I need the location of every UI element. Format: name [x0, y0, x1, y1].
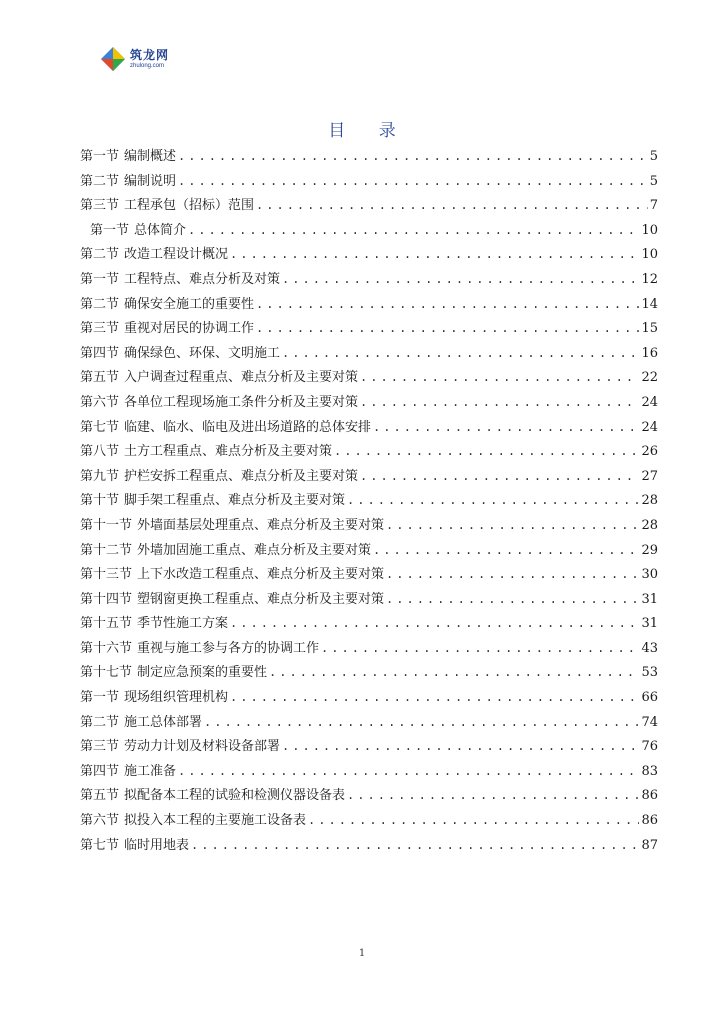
- toc-entry-title: 现场组织管理机构: [124, 690, 229, 706]
- toc-entry-title: 确保安全施工的重要性: [124, 296, 255, 312]
- toc-entry-number: 第三节: [80, 739, 120, 755]
- toc-entry-number: 第十节: [80, 493, 120, 509]
- toc-dot-leader: [334, 444, 639, 458]
- toc-dot-leader: [360, 469, 639, 483]
- toc-dot-leader: [269, 665, 639, 679]
- toc-dot-leader: [386, 567, 639, 581]
- toc-dot-leader: [282, 346, 639, 360]
- toc-dot-leader: [191, 838, 639, 852]
- toc-entry-page: 24: [641, 419, 658, 435]
- toc-entry-title: 工程承包（招标）范围: [124, 198, 255, 214]
- toc-dot-leader: [373, 420, 639, 434]
- toc-dot-leader: [373, 543, 639, 557]
- toc-dot-leader: [178, 174, 648, 188]
- toc-entry-label: [80, 440, 332, 459]
- toc-entry-number: 第二节: [80, 296, 120, 312]
- toc-dot-leader: [347, 788, 639, 802]
- toc-entry-page: 86: [641, 788, 658, 804]
- toc-entry-label: [80, 170, 176, 189]
- toc-entry-title: 重视对居民的协调工作: [124, 321, 255, 337]
- toc-entry[interactable]: [80, 416, 658, 441]
- toc-entry[interactable]: [80, 588, 658, 613]
- toc-entry-page: 76: [641, 739, 658, 755]
- toc-entry-number: 第六节: [80, 813, 120, 829]
- toc-dot-leader: [282, 272, 639, 286]
- toc-entry[interactable]: [80, 637, 658, 662]
- toc-entry-page: 15: [641, 321, 658, 337]
- toc-entry-label: [80, 588, 384, 607]
- toc-entry-label: [80, 834, 189, 853]
- toc-entry[interactable]: [80, 293, 658, 318]
- toc-dot-leader: [256, 297, 639, 311]
- toc-entry-title: 确保绿色、环保、文明施工: [124, 345, 281, 361]
- toc-entry-title: 劳动力计划及材料设备部署: [124, 739, 281, 755]
- toc-entry-number: 第十一节: [80, 517, 133, 533]
- toc-dot-leader: [178, 764, 639, 778]
- toc-entry[interactable]: [80, 366, 658, 391]
- toc-entry-label: [80, 563, 384, 582]
- toc-entry-title: 改造工程设计概况: [124, 247, 229, 263]
- toc-entry-number: 第一节: [90, 222, 130, 238]
- toc-entry-title: 拟配备本工程的试验和检测仪器设备表: [124, 788, 346, 804]
- toc-entry-number: 第八节: [80, 444, 120, 460]
- toc-dot-leader: [230, 247, 639, 261]
- toc-dot-leader: [256, 321, 639, 335]
- toc-entry[interactable]: [80, 661, 658, 686]
- toc-entry-page: 86: [641, 813, 658, 829]
- toc-entry-title: 编制概述: [124, 149, 177, 164]
- toc-entry-label: [80, 465, 358, 484]
- toc-entry-page: 28: [641, 493, 658, 509]
- toc-entry-label: [80, 809, 306, 828]
- toc-dot-leader: [386, 592, 639, 606]
- toc-entry-number: 第七节: [80, 419, 120, 435]
- toc-dot-leader: [204, 715, 639, 729]
- logo-url: zhulong.com: [130, 63, 165, 69]
- toc-entry-title: 临时用地表: [124, 837, 190, 853]
- toc-entry-number: 第七节: [80, 837, 120, 853]
- toc-entry-label: [80, 612, 228, 631]
- page-number: 1: [358, 948, 366, 959]
- toc-entry-label: [80, 637, 319, 656]
- toc-entry-page: 14: [641, 296, 658, 312]
- toc-entry-title: 重视与施工参与各方的协调工作: [137, 640, 320, 656]
- toc-entry[interactable]: [80, 735, 658, 760]
- toc-entry[interactable]: [80, 539, 658, 564]
- toc-dot-leader: [386, 518, 639, 532]
- toc-entry[interactable]: [80, 391, 658, 416]
- toc-entry-page: 16: [641, 345, 658, 361]
- logo-mark-icon: [100, 46, 126, 72]
- toc-entry-label: [80, 735, 280, 754]
- toc-entry-title: 护栏安拆工程重点、难点分析及主要对策: [124, 468, 359, 484]
- toc-entry-number: 第四节: [80, 763, 120, 779]
- toc-dot-leader: [321, 641, 639, 655]
- toc-entry-page: 12: [641, 271, 658, 287]
- toc-entry-label: [80, 539, 371, 558]
- toc-entry-number: 第三节: [80, 321, 120, 337]
- toc-entry-number: 第十三节: [80, 567, 133, 583]
- toc-entry-label: [80, 194, 254, 213]
- toc-entry[interactable]: [80, 219, 658, 244]
- toc-entry[interactable]: [80, 145, 658, 170]
- toc-entry-label: [90, 219, 186, 238]
- toc-dot-leader: [360, 395, 639, 409]
- site-logo: [100, 46, 169, 72]
- toc-entry-number: 第四节: [80, 345, 120, 361]
- toc-dot-leader: [256, 198, 648, 212]
- toc-entry-label: [80, 661, 267, 680]
- toc-dot-leader: [230, 616, 639, 630]
- toc-entry[interactable]: [80, 489, 658, 514]
- logo-name: 筑龙网: [130, 48, 170, 62]
- toc-entry-title: 编制说明: [124, 173, 177, 189]
- toc-entry-label: [80, 391, 358, 410]
- toc-entry-number: 第二节: [80, 714, 120, 730]
- toc-entry[interactable]: [80, 612, 658, 637]
- toc-entry-label: [80, 268, 280, 287]
- toc-dot-leader: [360, 370, 639, 384]
- toc-entry[interactable]: [80, 563, 658, 588]
- toc-entry-number: 第五节: [80, 370, 120, 386]
- toc-entry-number: 第二节: [80, 247, 120, 263]
- toc-entry-title: 各单位工程现场施工条件分析及主要对策: [124, 394, 359, 410]
- toc-entry[interactable]: [80, 514, 658, 539]
- toc-entry-title: 总体简介: [134, 222, 187, 238]
- toc-entry-page: 10: [641, 222, 658, 238]
- toc-entry-label: [80, 243, 228, 262]
- toc-entry-label: [80, 784, 345, 803]
- toc-entry-label: [80, 686, 228, 705]
- toc-entry-page: 24: [641, 394, 658, 410]
- toc-entry-label: [80, 416, 371, 435]
- toc-entry-label: [80, 514, 384, 533]
- toc-entry-label: [80, 711, 202, 730]
- page-title: 目 录: [328, 121, 410, 141]
- toc-dot-leader: [308, 813, 639, 827]
- toc-entry[interactable]: [80, 268, 658, 293]
- toc-entry-number: 第一节: [80, 149, 120, 164]
- toc-entry-page: 22: [641, 370, 658, 386]
- toc-entry[interactable]: [80, 834, 658, 859]
- toc-entry-number: 第一节: [80, 271, 120, 287]
- toc-entry-page: 87: [641, 837, 658, 853]
- toc-entry-page: 74: [641, 714, 658, 730]
- toc-entry-page: 29: [641, 542, 658, 558]
- toc-entry-title: 脚手架工程重点、难点分析及主要对策: [124, 493, 346, 509]
- toc-entry-title: 塑钢窗更换工程重点、难点分析及主要对策: [137, 591, 385, 607]
- toc-entry-number: 第一节: [80, 690, 120, 706]
- toc-entry-number: 第六节: [80, 394, 120, 410]
- toc-entry[interactable]: [80, 194, 658, 219]
- toc-entry-number: 第十七节: [80, 665, 133, 681]
- toc-entry[interactable]: [80, 440, 658, 465]
- toc-entry-number: 第十二节: [80, 542, 133, 558]
- toc-dot-leader: [347, 493, 639, 507]
- toc-entry-label: [80, 342, 280, 361]
- toc-entry-number: 第十五节: [80, 616, 133, 632]
- toc-entry[interactable]: [80, 243, 658, 268]
- toc-entry-page: 53: [641, 665, 658, 681]
- table-of-contents: [80, 145, 658, 858]
- toc-entry[interactable]: [80, 809, 658, 834]
- toc-dot-leader: [188, 223, 639, 237]
- toc-entry-label: [80, 145, 176, 164]
- toc-entry-label: [80, 366, 358, 385]
- toc-entry-title: 外墙面基层处理重点、难点分析及主要对策: [137, 517, 385, 533]
- toc-dot-leader: [178, 149, 648, 163]
- toc-entry-label: [80, 317, 254, 336]
- toc-entry-title: 上下水改造工程重点、难点分析及主要对策: [137, 567, 385, 583]
- toc-entry-page: 27: [641, 468, 658, 484]
- toc-entry[interactable]: [80, 170, 658, 195]
- toc-entry[interactable]: [80, 760, 658, 785]
- toc-entry[interactable]: [80, 711, 658, 736]
- toc-entry-label: [80, 293, 254, 312]
- toc-entry-title: 制定应急预案的重要性: [137, 665, 268, 681]
- toc-entry-page: 7: [649, 198, 658, 214]
- toc-entry-page: 30: [641, 567, 658, 583]
- toc-entry-page: 10: [641, 247, 658, 263]
- toc-entry-title: 土方工程重点、难点分析及主要对策: [124, 444, 333, 460]
- toc-entry-page: 43: [641, 640, 658, 656]
- toc-entry-title: 外墙加固施工重点、难点分析及主要对策: [137, 542, 372, 558]
- toc-entry-label: [80, 760, 176, 779]
- toc-entry-title: 施工总体部署: [124, 714, 203, 730]
- toc-entry[interactable]: [80, 342, 658, 367]
- toc-entry-label: [80, 489, 345, 508]
- toc-entry-number: 第十六节: [80, 640, 133, 656]
- toc-entry[interactable]: [80, 784, 658, 809]
- toc-dot-leader: [230, 690, 639, 704]
- toc-entry-number: 第十四节: [80, 591, 133, 607]
- toc-entry[interactable]: [80, 465, 658, 490]
- toc-entry-number: 第二节: [80, 173, 120, 189]
- toc-entry-title: 拟投入本工程的主要施工设备表: [124, 813, 307, 829]
- toc-entry-page: 26: [641, 444, 658, 460]
- toc-entry[interactable]: [80, 686, 658, 711]
- toc-entry[interactable]: [80, 317, 658, 342]
- toc-entry-page: 5: [649, 173, 658, 189]
- toc-entry-title: 临建、临水、临电及进出场道路的总体安排: [124, 419, 372, 435]
- toc-entry-page: 83: [641, 763, 658, 779]
- toc-entry-title: 工程特点、难点分析及对策: [124, 271, 281, 287]
- toc-entry-page: 31: [641, 591, 658, 607]
- toc-entry-page: 28: [641, 517, 658, 533]
- toc-entry-page: 5: [649, 149, 658, 164]
- toc-entry-number: 第五节: [80, 788, 120, 804]
- toc-entry-page: 66: [641, 690, 658, 706]
- toc-entry-title: 入户调查过程重点、难点分析及主要对策: [124, 370, 359, 386]
- toc-entry-page: 31: [641, 616, 658, 632]
- toc-entry-number: 第三节: [80, 198, 120, 214]
- toc-dot-leader: [282, 739, 639, 753]
- toc-entry-number: 第九节: [80, 468, 120, 484]
- toc-entry-title: 施工准备: [124, 763, 177, 779]
- toc-entry-title: 季节性施工方案: [137, 616, 229, 632]
